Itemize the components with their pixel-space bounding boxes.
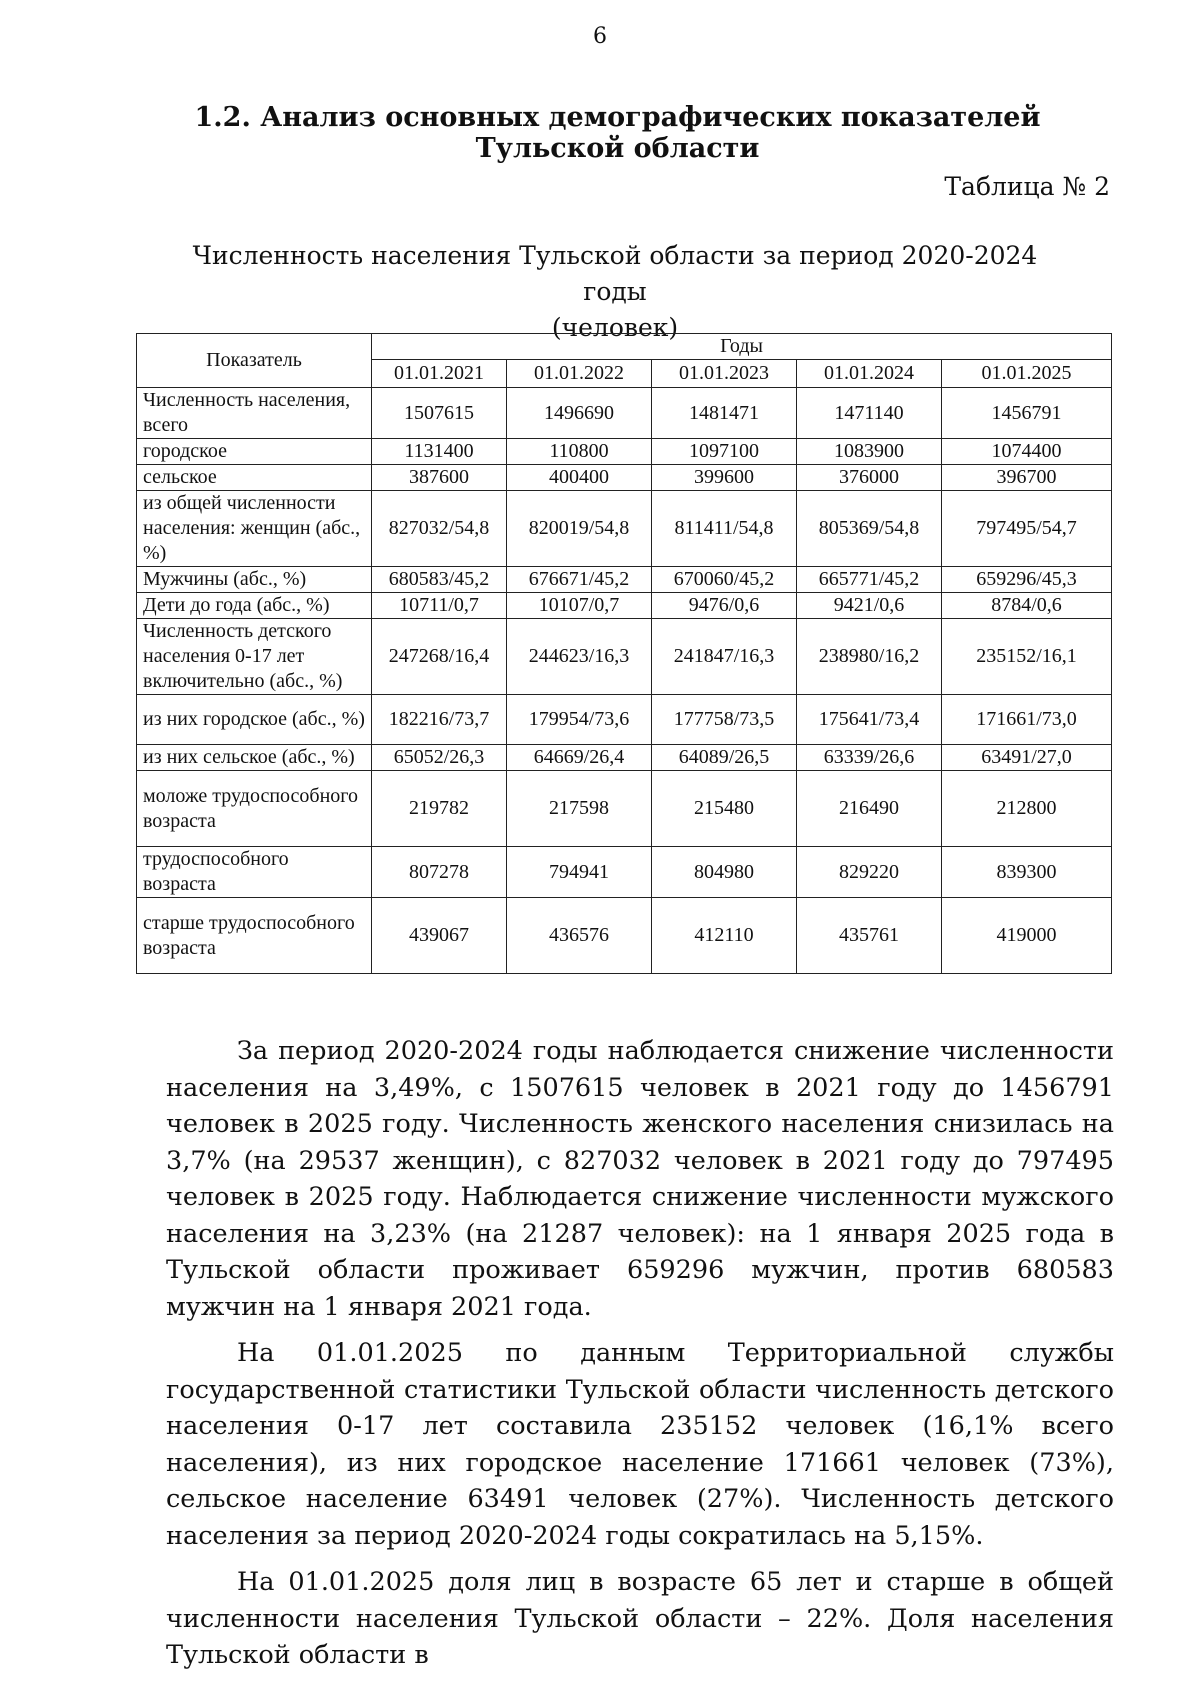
- table-cell: 219782: [372, 771, 507, 847]
- header-date: 01.01.2023: [652, 360, 797, 388]
- table-row: [137, 847, 1112, 898]
- table-cell: 215480: [652, 771, 797, 847]
- table-row: [137, 593, 1112, 619]
- population-table: [136, 333, 1112, 974]
- table-cell: 63339/26,6: [797, 745, 942, 771]
- table-row: [137, 898, 1112, 974]
- table-cell: 247268/16,4: [372, 619, 507, 695]
- table-cell: 839300: [942, 847, 1112, 898]
- table-cell: 829220: [797, 847, 942, 898]
- paragraph: На 01.01.2025 доля лиц в возрасте 65 лет и старше в общей численности населения Тульской области – 22%. Доля населения Тульской области в: [166, 1567, 1114, 1670]
- row-label: из общей численности населения: женщин (абс., %): [137, 491, 372, 567]
- header-date: 01.01.2021: [372, 360, 507, 388]
- table-cell: 10711/0,7: [372, 593, 507, 619]
- table-cell: 820019/54,8: [507, 491, 652, 567]
- table-cell: 244623/16,3: [507, 619, 652, 695]
- table-cell: 1083900: [797, 439, 942, 465]
- table-row: [137, 439, 1112, 465]
- header-date: 01.01.2024: [797, 360, 942, 388]
- table-cell: 1074400: [942, 439, 1112, 465]
- table-row: [137, 491, 1112, 567]
- table-cell: 171661/73,0: [942, 695, 1112, 745]
- table-cell: 10107/0,7: [507, 593, 652, 619]
- table-cell: 8784/0,6: [942, 593, 1112, 619]
- table-cell: 419000: [942, 898, 1112, 974]
- table-cell: 804980: [652, 847, 797, 898]
- table-cell: 387600: [372, 465, 507, 491]
- table-cell: 212800: [942, 771, 1112, 847]
- row-label: городское: [137, 439, 372, 465]
- table-cell: 436576: [507, 898, 652, 974]
- table-cell: 665771/45,2: [797, 567, 942, 593]
- row-label: старше трудоспособного возраста: [137, 898, 372, 974]
- row-label: из них сельское (абс., %): [137, 745, 372, 771]
- table-cell: 179954/73,6: [507, 695, 652, 745]
- row-label: моложе трудоспособного возраста: [137, 771, 372, 847]
- table-row: [137, 745, 1112, 771]
- table-cell: 1507615: [372, 388, 507, 439]
- table-cell: 435761: [797, 898, 942, 974]
- table-cell: 9421/0,6: [797, 593, 942, 619]
- table-cell: 1496690: [507, 388, 652, 439]
- table-cell: 805369/54,8: [797, 491, 942, 567]
- row-label: трудоспособного возраста: [137, 847, 372, 898]
- table-cell: 807278: [372, 847, 507, 898]
- table-cell: 241847/16,3: [652, 619, 797, 695]
- table-cell: 827032/54,8: [372, 491, 507, 567]
- row-label: Численность населения, всего: [137, 388, 372, 439]
- table-row: [137, 771, 1112, 847]
- table-row: [137, 567, 1112, 593]
- table-cell: 182216/73,7: [372, 695, 507, 745]
- table-caption-unit: (человек): [551, 313, 679, 342]
- table-cell: 64669/26,4: [507, 745, 652, 771]
- table-caption: [180, 238, 1050, 346]
- paragraph: На 01.01.2025 по данным Территориальной службы государственной статистики Тульской области численность детского населения 0-17 лет составила 235152 человек (16,1% всего населения), из них городское население 171661 человек (73%), сельское население 63491 человек (27%). Численность детского населения за период 2020-2024 годы сократилась на 5,15%.: [166, 1338, 1114, 1551]
- page-number: 6: [593, 24, 607, 49]
- table-cell: 376000: [797, 465, 942, 491]
- table-cell: 65052/26,3: [372, 745, 507, 771]
- table-cell: 235152/16,1: [942, 619, 1112, 695]
- table-cell: 439067: [372, 898, 507, 974]
- table-cell: 412110: [652, 898, 797, 974]
- table-cell: 64089/26,5: [652, 745, 797, 771]
- table-row: [137, 388, 1112, 439]
- table-cell: 676671/45,2: [507, 567, 652, 593]
- table-cell: 177758/73,5: [652, 695, 797, 745]
- body-text: [166, 1033, 1114, 1684]
- table-cell: 659296/45,3: [942, 567, 1112, 593]
- table-cell: 794941: [507, 847, 652, 898]
- header-date: 01.01.2022: [507, 360, 652, 388]
- table-cell: 399600: [652, 465, 797, 491]
- table-caption-title: Численность населения Тульской области за период 2020-2024 годы: [192, 241, 1038, 306]
- table-cell: 1097100: [652, 439, 797, 465]
- table-cell: 396700: [942, 465, 1112, 491]
- table-cell: 238980/16,2: [797, 619, 942, 695]
- table-cell: 1471140: [797, 388, 942, 439]
- paragraph: За период 2020-2024 годы наблюдается снижение численности населения на 3,49%, с 1507615 человек в 2021 году до 1456791 человек в 2025 году. Численность женского населения снизилась на 3,7% (на 29537 женщин), с 827032 человек в 2021 году до 797495 человек в 2025 году. Наблюдается снижение численности мужского населения на 3,23% (на 21287 человек): на 1 января 2025 года в Тульской области проживает 659296 мужчин, против 680583 мужчин на 1 января 2021 года.: [166, 1036, 1114, 1322]
- table-cell: 1456791: [942, 388, 1112, 439]
- table-label: Таблица № 2: [944, 172, 1110, 201]
- row-label: Дети до года (абс., %): [137, 593, 372, 619]
- header-date: 01.01.2025: [942, 360, 1112, 388]
- header-years: Годы: [372, 334, 1112, 360]
- table-cell: 216490: [797, 771, 942, 847]
- table-cell: 110800: [507, 439, 652, 465]
- table-cell: 811411/54,8: [652, 491, 797, 567]
- table-cell: 63491/27,0: [942, 745, 1112, 771]
- table-row: [137, 695, 1112, 745]
- table-cell: 1481471: [652, 388, 797, 439]
- section-title: 1.2. Анализ основных демографических показателей Тульской области: [194, 102, 1041, 164]
- table-cell: 175641/73,4: [797, 695, 942, 745]
- table-cell: 217598: [507, 771, 652, 847]
- row-label: сельское: [137, 465, 372, 491]
- table-row: [137, 619, 1112, 695]
- table-cell: 670060/45,2: [652, 567, 797, 593]
- table-cell: 400400: [507, 465, 652, 491]
- table-row: [137, 465, 1112, 491]
- table-cell: 680583/45,2: [372, 567, 507, 593]
- table-cell: 9476/0,6: [652, 593, 797, 619]
- row-label: из них городское (абс., %): [137, 695, 372, 745]
- table-cell: 797495/54,7: [942, 491, 1112, 567]
- row-label: Мужчины (абс., %): [137, 567, 372, 593]
- row-label: Численность детского населения 0-17 лет включительно (абс., %): [137, 619, 372, 695]
- header-indicator: Показатель: [137, 334, 372, 388]
- table-cell: 1131400: [372, 439, 507, 465]
